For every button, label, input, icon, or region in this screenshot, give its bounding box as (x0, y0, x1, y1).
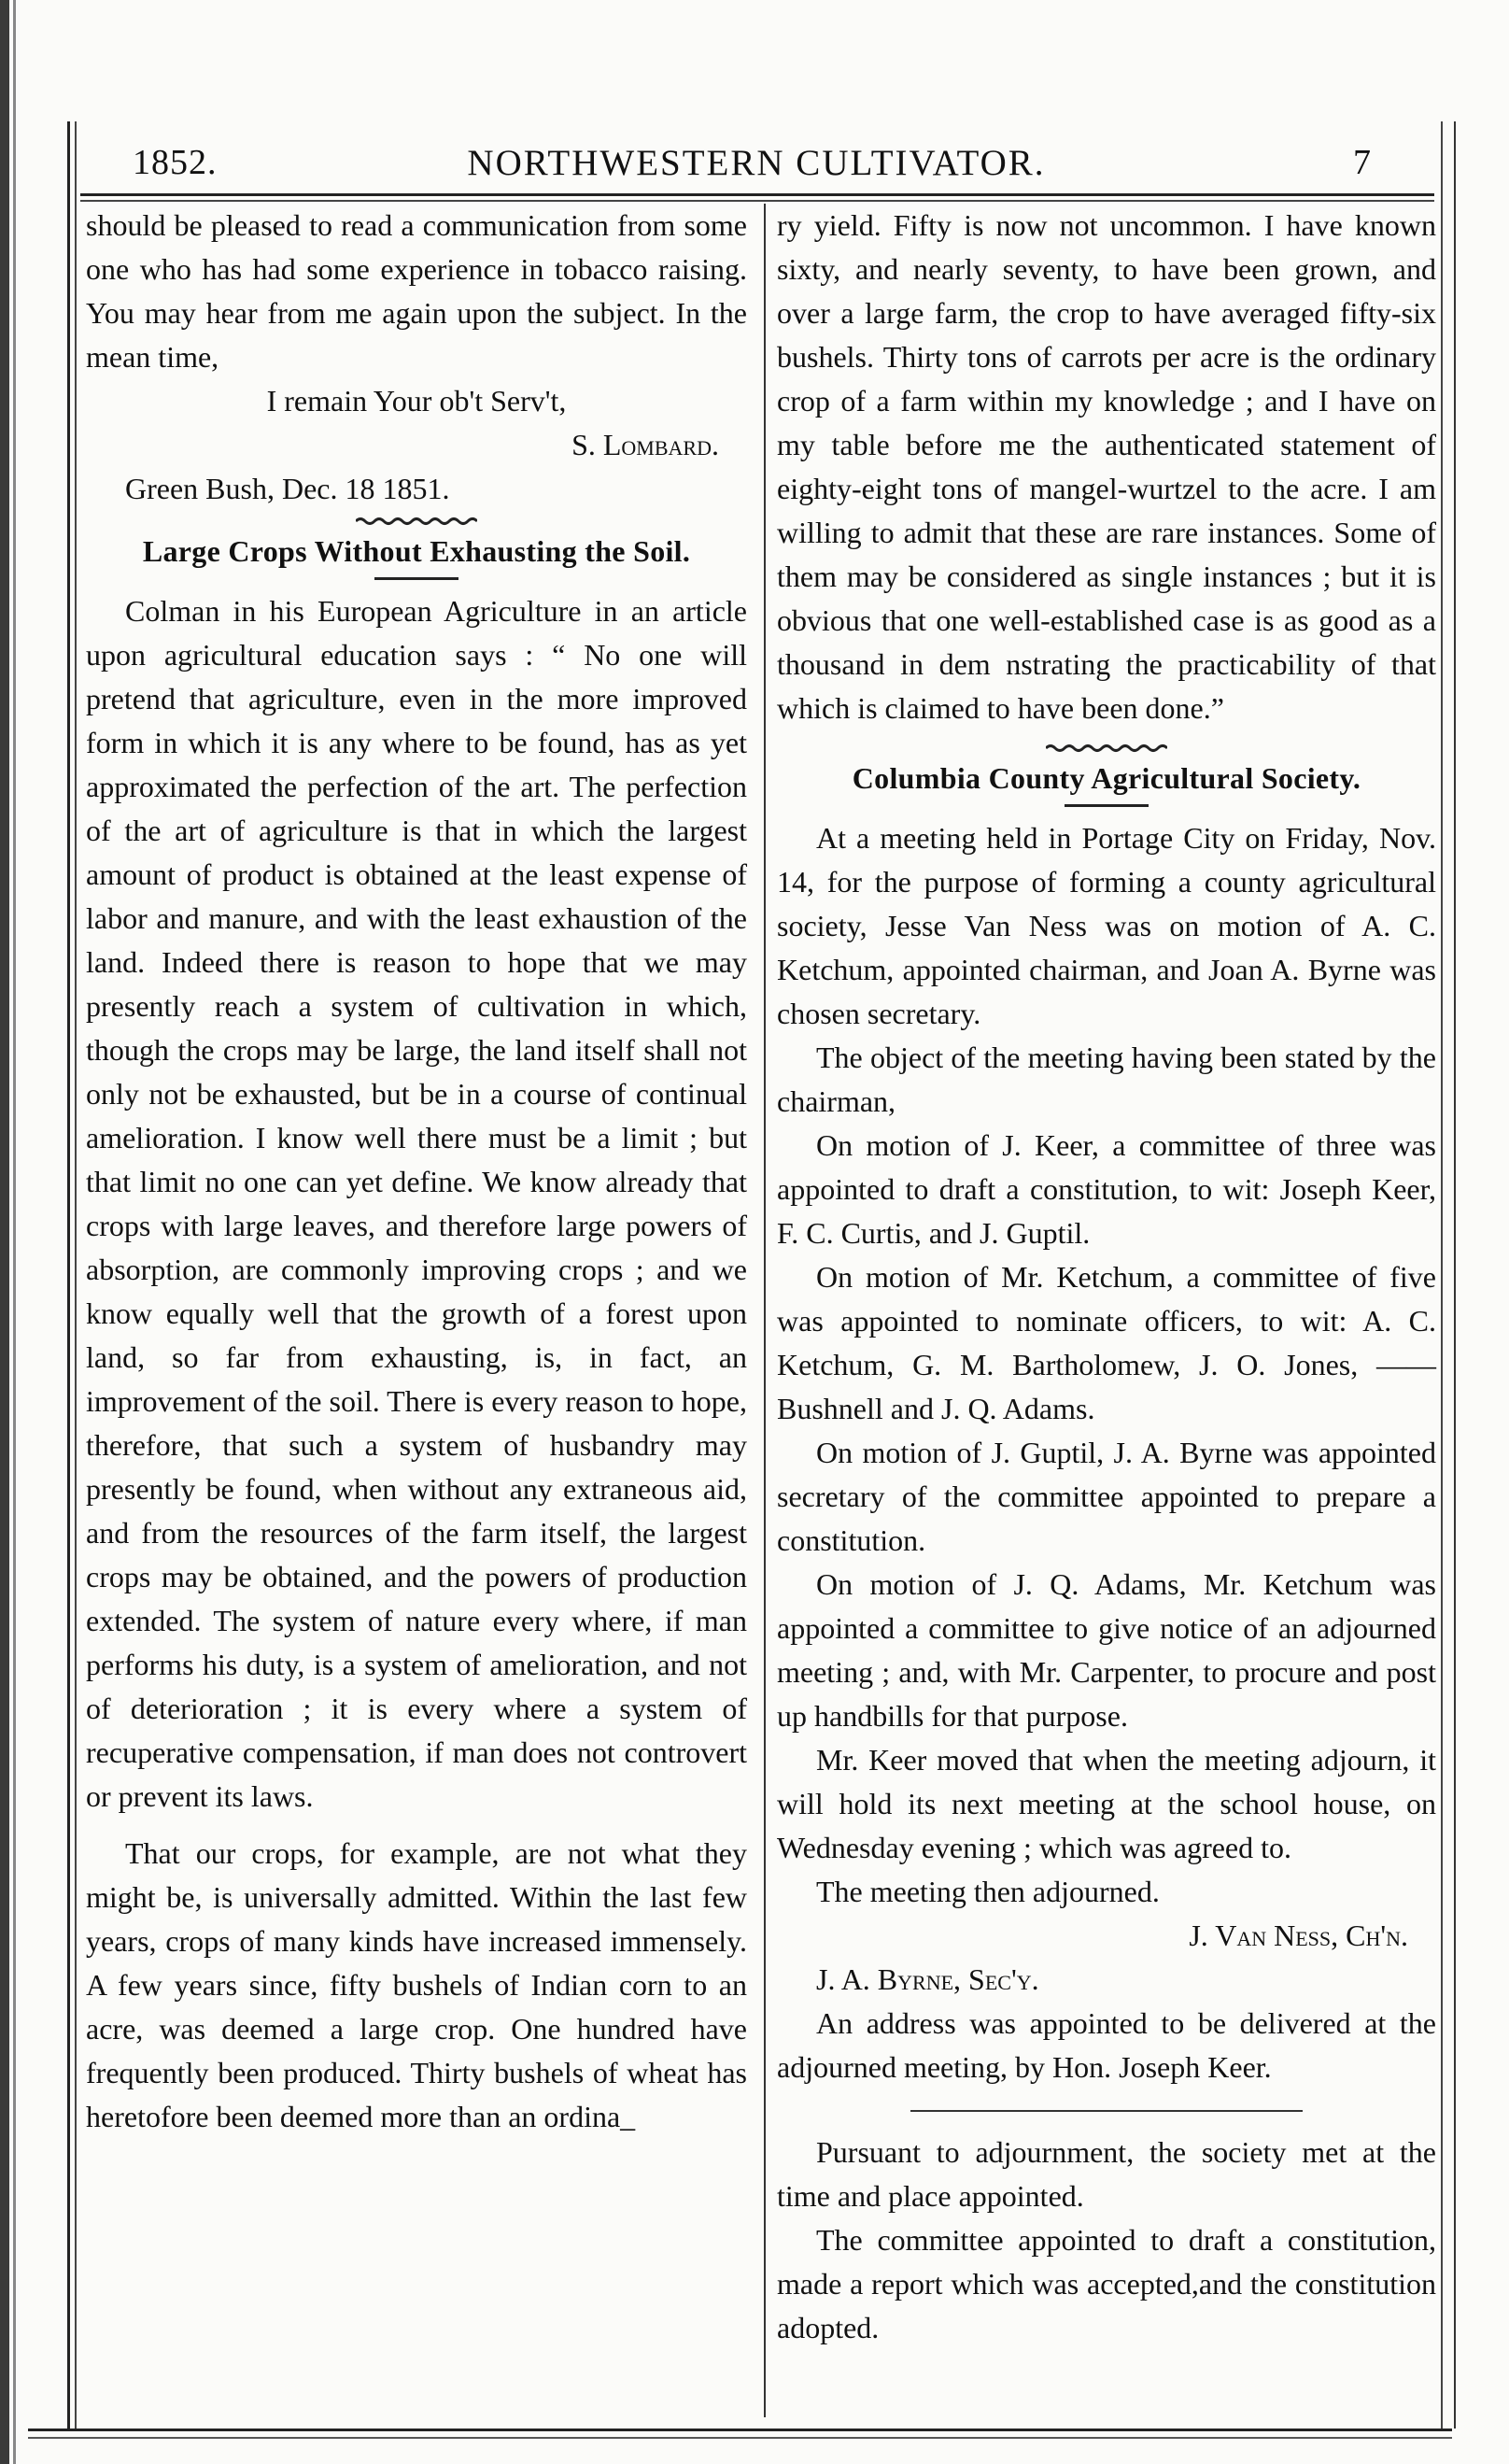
article-heading-large-crops: Large Crops Without Exhausting the Soil. (142, 534, 691, 568)
chairman-signature: J. Van Ness, Ch'n. (1189, 1919, 1408, 1952)
section-rule (910, 2110, 1303, 2112)
page-header (84, 140, 1429, 196)
wavy-separator (1046, 743, 1167, 753)
minutes-paragraph: The committee appointed to draft a constitution, made a report which was accepted,and the constitution adopted. (777, 2223, 1436, 2344)
column-divider (764, 204, 766, 2417)
letter-dateline: Green Bush, Dec. 18 1851. (125, 472, 450, 505)
minutes-paragraph: On motion of J. Guptil, J. A. Byrne was appointed secretary of the committee appointed to prepare a constitution. (777, 1436, 1436, 1557)
frame-inner-right-rule (1441, 121, 1443, 2429)
wavy-separator (356, 517, 477, 526)
minutes-paragraph: Pursuant to adjournment, the society met at the time and place appointed. (777, 2135, 1436, 2213)
article-continuation: ry yield. Fifty is now not uncommon. I have known sixty, and nearly seventy, to have been grown, and over a large farm, the crop to have averaged fifty-six bushels. Thirty tons of carrots per acre is the ordinary crop of a farm within my knowledge ; and I have on my table before me the authenticated statement of eighty-eight tons of mangel-wurtzel to the acre. I am willing to admit that these are rare instances. Some of them may be considered as single instances ; but it is obvious that one well-established case is as good as a thousand in dem nstrating the practicability of that which is claimed to have been done.” (777, 208, 1436, 725)
heading-rule (1065, 804, 1149, 807)
page-edge-line (13, 0, 16, 2464)
paragraph-gap (86, 1819, 747, 1832)
letter-ending: should be pleased to read a communication from some one who has had some experience in tobacco raising. You may hear from me again upon the subject. In the mean time, (86, 208, 747, 374)
header-rule-thin (80, 200, 1434, 202)
letter-closing: I remain Your ob't Serv't, (266, 384, 567, 418)
frame-inner-left-rule (75, 121, 77, 2429)
page-edge-shadow (0, 0, 9, 2464)
header-title: NORTHWESTERN CULTIVATOR. (467, 143, 1046, 183)
bottom-rule (28, 2429, 1452, 2431)
right-column (777, 204, 1436, 2350)
minutes-paragraph: On motion of Mr. Ketchum, a committee of five was appointed to nominate officers, to wit: A. C. Ketchum, G. M. Bartholomew, J. O. Jones, —— Bushnell and J. Q. Adams. (777, 1260, 1436, 1425)
letter-signature: S. Lombard. (571, 428, 719, 461)
page-number: 7 (1353, 143, 1371, 182)
header-year: 1852. (133, 143, 218, 182)
minutes-paragraph: At a meeting held in Portage City on Friday, Nov. 14, for the purpose of forming a county agricultural society, Jesse Van Ness was on motion of A. C. Ketchum, appointed chairman, and Joan A. Byrne was chosen secretary. (777, 821, 1436, 1030)
article-paragraph: That our crops, for example, are not what they might be, is universally admitted. Within the last few years, crops of many kinds have increased immensely. A few years since, fifty bushels of Indian corn to an acre, was deemed a large crop. One hundred have frequently been produced. Thirty bushels of wheat has heretofore been deemed more than an ordina_ (86, 1836, 747, 2133)
article-heading-columbia-county: Columbia County Agricultural Society. (852, 761, 1361, 795)
minutes-paragraph: The meeting then adjourned. (816, 1875, 1160, 1908)
minutes-paragraph: On motion of J. Keer, a committee of three was appointed to draft a constitution, to wit: Joseph Keer, F. C. Curtis, and J. Guptil. (777, 1128, 1436, 1250)
heading-rule (374, 577, 458, 580)
bottom-rule-thin (28, 2437, 1452, 2439)
article-paragraph: Colman in his European Agriculture in an article upon agricultural education says : “ No one will pretend that agriculture, even in the more improved form in which it is any where to be found, has as yet approximated the perfection of the art. The perfection of the art of agriculture is that in which the largest amount of product is obtained at the least expense of labor and manure, and with the least exhaustion of the land. Indeed there is reason to hope that we may presently reach a system of cultivation in which, though the crops may be large, the land itself shall not only not be exhausted, but be in a course of continual amelioration. I know well there must be a limit ; but that limit no one can yet define. We know already that crops with large leaves, and therefore large powers of absorption, are commonly improving crops ; and we know equally well that the growth of a forest upon land, so far from exhausting, is, in fact, an improvement of the soil. There is every reason to hope, therefore, that such a system of husbandry may presently be found, when without any extraneous aid, and from the resources of the farm itself, the largest crops may be obtained, and the powers of production extended. The system of nature every where, if man performs his duty, is a system of amelioration, and not of deterioration ; it is every where a system of recuperative compensation, if man does not controvert or prevent its laws. (86, 594, 747, 1813)
header-rule (80, 193, 1434, 196)
minutes-paragraph: The object of the meeting having been stated by the chairman, (777, 1041, 1436, 1118)
minutes-paragraph: Mr. Keer moved that when the meeting adjourn, it will hold its next meeting at the school house, on Wednesday evening ; which was agreed to. (777, 1743, 1436, 1864)
minutes-paragraph: An address was appointed to be delivered at the adjourned meeting, by Hon. Joseph Keer. (777, 2006, 1436, 2084)
left-column (86, 204, 747, 2139)
secretary-signature: J. A. Byrne, Sec'y. (816, 1962, 1039, 1996)
minutes-paragraph: On motion of J. Q. Adams, Mr. Ketchum was appointed a committee to give notice of an adjourned meeting ; and, with Mr. Carpenter, to procure and post up handbills for that purpose. (777, 1567, 1436, 1733)
